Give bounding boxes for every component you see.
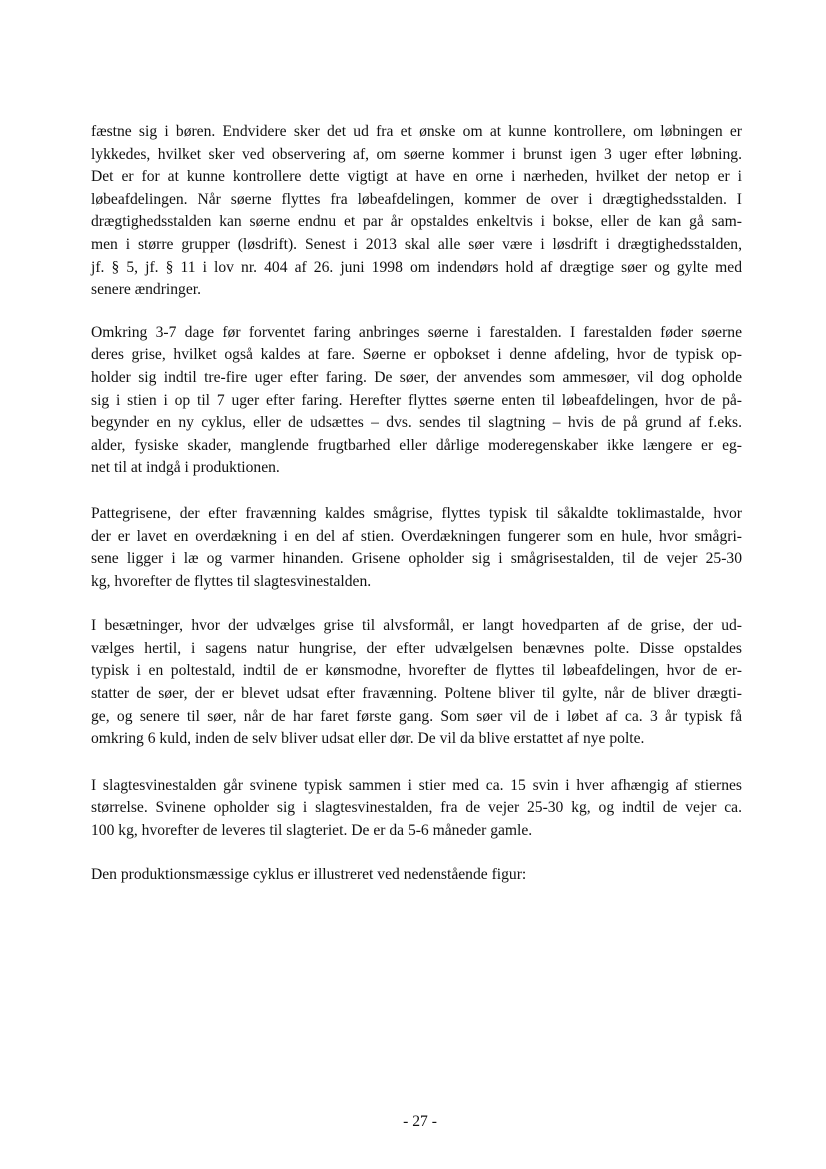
text-line: Omkring 3-7 dage før forventet faring anbringes søerne i farestalden. I farestalden føder søerne: [91, 323, 742, 341]
paragraph-finisher-unit: [91, 775, 742, 843]
text-line: sig i stien i op til 7 uger efter faring. Herefter flyttes søerne enten til løbeafdelingen, hvor de på-: [91, 391, 742, 409]
text-line: alder, fysiske skader, manglende frugtbarhed eller dårlige moderegenskaber ikke længere er eg-: [91, 436, 742, 454]
text-line: net til at indgå i produktionen.: [91, 459, 280, 477]
text-line: fæstne sig i børen. Endvidere sker det ud fra et ønske om at kunne kontrollere, om løbningen er: [91, 123, 742, 140]
paragraph-gilt-selection: [91, 615, 742, 751]
text-line: sene ligger i læ og varmer hinanden. Grisene opholder sig i smågrisestalden, til de vejer 25-30: [91, 550, 742, 568]
text-line: men i større grupper (løsdrift). Senest i 2013 skal alle søer være i løsdrift i drægtighedsstalden,: [91, 235, 742, 253]
text-line: løbeafdelingen. Når søerne flyttes fra løbeafdelingen, kommer de over i drægtighedsstalden. I: [91, 190, 742, 208]
text-line: statter de søer, der er blevet udsat efter fravænning. Poltene bliver til gylte, når de bliver drægti-: [91, 685, 742, 703]
text-line: Pattegrisene, der efter fravænning kaldes smågrise, flyttes typisk til såkaldte toklimastalde, hvor: [91, 504, 742, 522]
text-line: vælges hertil, i sagens natur hungrise, der efter udvælgelsen benævnes polte. Disse opstaldes: [91, 639, 742, 657]
text-line: kg, hvorefter de flyttes til slagtesvinestalden.: [91, 572, 372, 590]
text-line: der er lavet en overdækning i en del af stien. Overdækningen fungerer som en hule, hvor smågri-: [91, 527, 742, 545]
text-line: typisk i en poltestald, indtil de er kønsmodne, hvorefter de flyttes til løbeafdelingen, hvor de er-: [91, 662, 742, 680]
body-text: [91, 121, 742, 886]
text-line: jf. § 5, jf. § 11 i lov nr. 404 af 26. juni 1998 om indendørs hold af drægtige søer og gylte med: [91, 258, 742, 276]
text-line: størrelse. Svinene opholder sig i slagtesvinestalden, fra de vejer 25-30 kg, og indtil de vejer ca.: [91, 799, 742, 817]
paragraph-figure-intro: [91, 864, 742, 887]
text-line: holder sig indtil tre-fire uger efter faring. De søer, der anvendes som ammesøer, vil dog opholde: [91, 368, 742, 386]
text-line: senere ændringer.: [91, 281, 201, 299]
text-line: Det er for at kunne kontrollere dette vigtigt at have en orne i nærheden, hvilket der netop er i: [91, 168, 742, 186]
text-line: omkring 6 kuld, inden de selv bliver udsat eller dør. De vil da blive erstattet af nye polte.: [91, 730, 645, 748]
page-number: - 27 -: [403, 1113, 437, 1130]
text-line: I besætninger, hvor der udvælges grise til alvsformål, er langt hovedparten af de grise, der ud-: [91, 617, 742, 635]
text-line: 100 kg, hvorefter de leveres til slagteriet. De er da 5-6 måneder gamle.: [91, 822, 533, 840]
paragraph-breeding-unit: [91, 121, 742, 302]
text-line: drægtighedsstalden kan søerne endnu et par år opstaldes enkeltvis i bokse, eller de kan gå sam-: [91, 213, 742, 231]
text-line: ge, og senere til søer, når de har faret første gang. Som søer vil de i løbet af ca. 3 år typisk få: [91, 707, 742, 725]
paragraph-weaner-unit: [91, 503, 742, 593]
text-line: Den produktionsmæssige cyklus er illustreret ved nedenstående figur:: [91, 865, 527, 883]
text-line: lykkedes, hvilket sker ved observering af, om søerne kommer i brunst igen 3 uger efter løbning.: [91, 145, 742, 163]
text-line: begynder en ny cyklus, eller de udsættes – dvs. sendes til slagtning – hvis de på grund af f.eks.: [91, 414, 742, 432]
text-line: I slagtesvinestalden går svinene typisk sammen i stier med ca. 15 svin i hver afhængig af stiernes: [91, 776, 742, 794]
paragraph-farrowing-unit: [91, 322, 742, 480]
text-line: deres grise, hvilket også kaldes at fare. Søerne er opbokset i denne afdeling, hvor de typisk op-: [91, 346, 742, 364]
